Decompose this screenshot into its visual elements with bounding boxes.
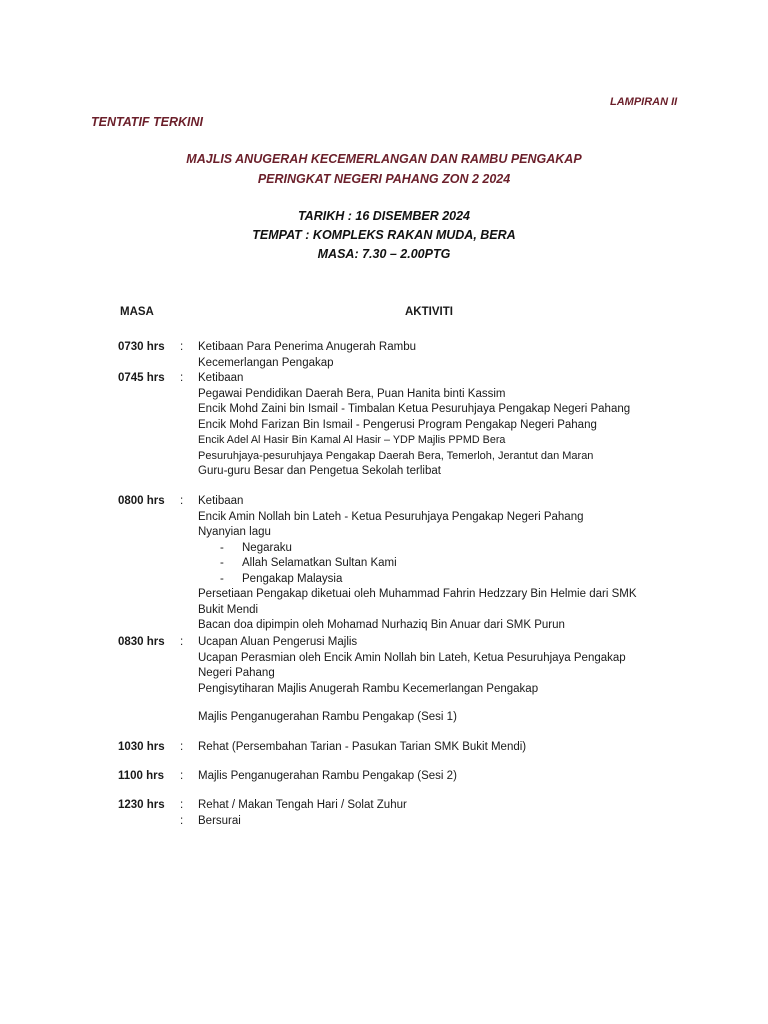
schedule-activity <box>198 494 668 634</box>
schedule-activity <box>198 769 668 785</box>
lampiran-label: LAMPIRAN II <box>610 96 678 108</box>
activity-line: Ucapan Aluan Pengerusi Majlis <box>198 636 358 648</box>
column-header-masa: MASA <box>120 306 154 318</box>
activity-line: Ucapan Perasmian oleh Encik Amin Nollah bin Lateh, Ketua Pesuruhjaya Pengakap <box>198 651 626 664</box>
schedule-time: 0730 hrs <box>118 341 165 353</box>
event-title-line-1: MAJLIS ANUGERAH KECEMERLANGAN DAN RAMBU PENGAKAP <box>186 152 582 166</box>
song-title: Allah Selamatkan Sultan Kami <box>242 557 397 569</box>
column-header-aktiviti: AKTIVITI <box>405 306 453 318</box>
bullet-dash: - <box>220 541 224 554</box>
activity-line: Ketibaan <box>198 495 244 507</box>
schedule-activity <box>198 798 668 814</box>
activity-line: Pesuruhjaya-pesuruhjaya Pengakap Daerah Bera, Temerloh, Jerantut dan Maran <box>198 449 594 462</box>
activity-line: Rehat (Persembahan Tarian - Pasukan Tarian SMK Bukit Mendi) <box>198 741 527 753</box>
activity-line: Ketibaan <box>198 372 244 384</box>
schedule-time: 0745 hrs <box>118 372 165 384</box>
activity-line: Encik Mohd Zaini bin Ismail - Timbalan Ketua Pesuruhjaya Pengakap Negeri Pahang <box>198 403 631 415</box>
song-title: Pengakap Malaysia <box>242 572 343 585</box>
schedule-time: 1100 hrs <box>118 770 165 782</box>
colon: : <box>180 799 184 811</box>
activity-line: Majlis Penganugerahan Rambu Pengakap (Sesi 1) <box>198 711 457 723</box>
tentatif-heading: TENTATIF TERKINI <box>91 115 204 129</box>
colon: : <box>180 741 184 753</box>
activity-line: Pengisytiharan Majlis Anugerah Rambu Kecemerlangan Pengakap <box>198 682 539 695</box>
colon: : <box>180 341 184 353</box>
schedule-time: 0830 hrs <box>118 636 165 648</box>
event-time: MASA: 7.30 – 2.00PTG <box>317 247 451 261</box>
activity-line: Bersurai <box>198 815 241 827</box>
activity-line: Kecemerlangan Pengakap <box>198 356 334 369</box>
activity-line: Nyanyian lagu <box>198 526 271 538</box>
colon: : <box>180 636 184 648</box>
schedule-time: 0800 hrs <box>118 495 165 507</box>
schedule-time: 1230 hrs <box>118 799 165 811</box>
activity-line: Rehat / Makan Tengah Hari / Solat Zuhur <box>198 799 407 811</box>
schedule-activity <box>198 635 668 726</box>
colon: : <box>180 372 184 384</box>
song-item <box>198 541 668 557</box>
colon: : <box>180 495 184 507</box>
activity-line: Bukit Mendi <box>198 603 259 616</box>
activity-line: Bacan doa dipimpin oleh Mohamad Nurhaziq Bin Anuar dari SMK Purun <box>198 619 565 631</box>
song-item <box>198 556 668 572</box>
colon: : <box>180 815 184 827</box>
activity-line: Majlis Penganugerahan Rambu Pengakap (Sesi 2) <box>198 770 457 782</box>
activity-line: Negeri Pahang <box>198 667 275 679</box>
song-item <box>198 572 668 588</box>
event-title-line-2: PERINGKAT NEGERI PAHANG ZON 2 2024 <box>257 172 511 186</box>
schedule-activity <box>198 814 668 830</box>
bullet-dash: - <box>220 557 224 569</box>
schedule-time: 1030 hrs <box>118 741 165 753</box>
activity-line: Guru-guru Besar dan Pengetua Sekolah terlibat <box>198 465 441 477</box>
event-venue: TEMPAT : KOMPLEKS RAKAN MUDA, BERA <box>252 228 516 242</box>
event-date: TARIKH : 16 DISEMBER 2024 <box>297 209 471 223</box>
schedule-activity <box>198 340 668 371</box>
song-title: Negaraku <box>242 541 292 554</box>
activity-line: Encik Adel Al Hasir Bin Kamal Al Hasir – YDP Majlis PPMD Bera <box>198 434 506 446</box>
bullet-dash: - <box>220 572 224 585</box>
activity-line: Encik Mohd Farizan Bin Ismail - Pengerusi Program Pengakap Negeri Pahang <box>198 418 597 431</box>
schedule-activity <box>198 371 668 480</box>
activity-line: Persetiaan Pengakap diketuai oleh Muhammad Fahrin Hedzzary Bin Helmie dari SMK <box>198 588 637 600</box>
schedule-activity <box>198 740 668 756</box>
colon: : <box>180 770 184 782</box>
activity-line: Encik Amin Nollah bin Lateh - Ketua Pesuruhjaya Pengakap Negeri Pahang <box>198 510 584 523</box>
activity-line: Pegawai Pendidikan Daerah Bera, Puan Hanita binti Kassim <box>198 387 506 400</box>
activity-line: Ketibaan Para Penerima Anugerah Rambu <box>198 341 417 353</box>
